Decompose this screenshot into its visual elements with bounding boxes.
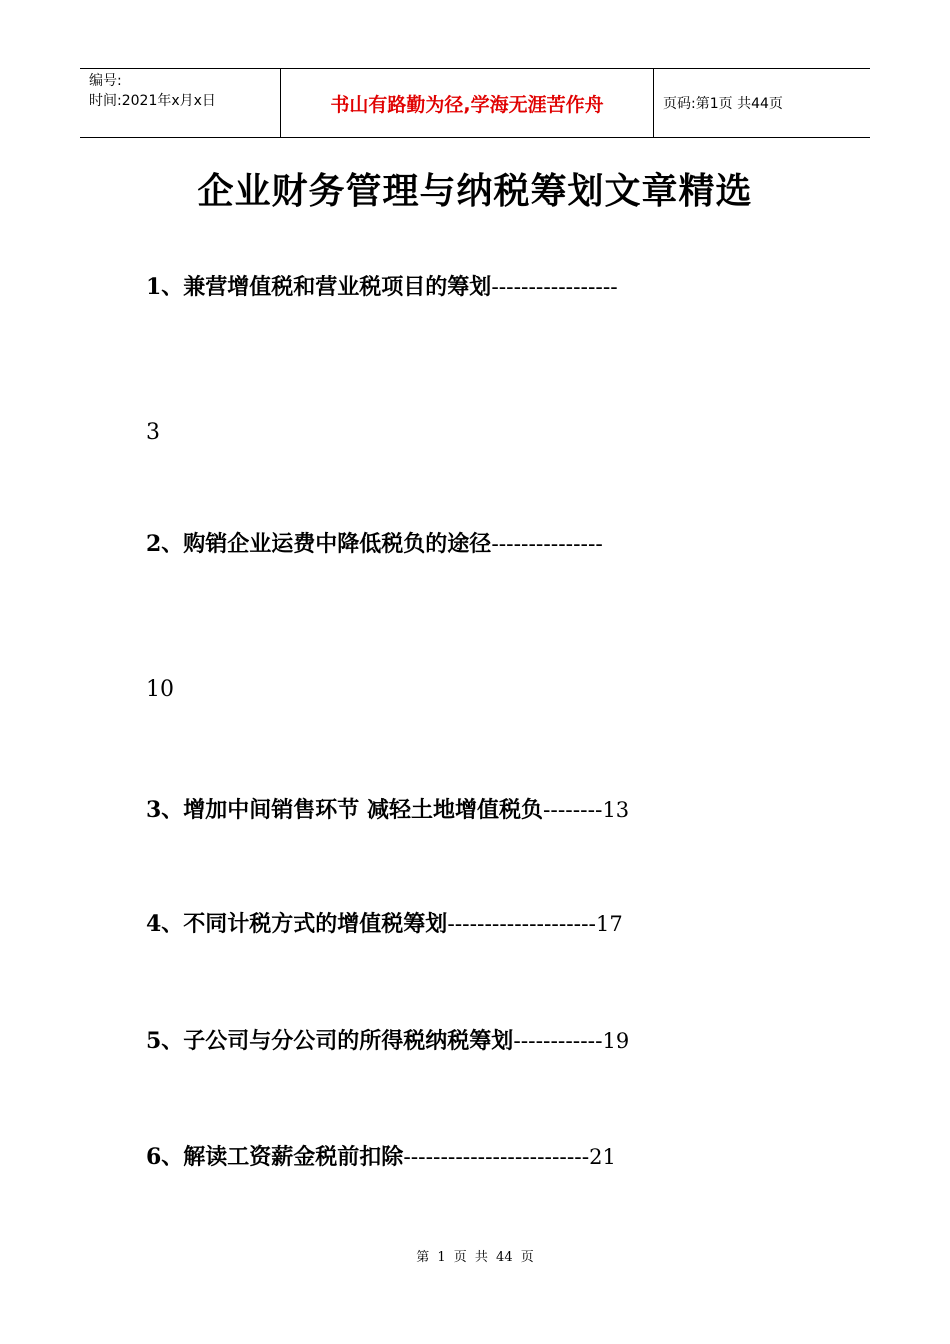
toc-entry-title: 1、兼营增值税和营业税项目的筹划 [146,274,492,300]
page-info: 页码:第1页 共44页 [663,96,783,112]
toc-entry-1[interactable] [146,270,618,301]
toc-entry-1-page: 3 [146,420,160,445]
toc-entry-6[interactable] [146,1140,616,1171]
toc-entry-2-page: 10 [146,677,174,702]
toc-entry-title: 2、购销企业运费中降低税负的途径 [146,531,492,557]
toc-page-number: 17 [595,912,623,936]
toc-entry-title: 5、子公司与分公司的所得税纳税筹划 [146,1028,514,1054]
toc-entry-3[interactable] [146,793,629,824]
toc-entry-title: 6、解读工资薪金税前扣除 [146,1144,404,1170]
toc-entry-4[interactable] [146,907,623,938]
toc-page-number: 19 [602,1029,630,1053]
toc-entry-title: 3、增加中间销售环节 减轻土地增值税负 [146,797,543,823]
header-motto-cell [281,69,654,137]
toc-leader: -------- [542,798,603,823]
toc-entry-5[interactable] [146,1024,629,1055]
toc-page-number: 13 [602,798,630,822]
motto-text: 书山有路勤为径,学海无涯苦作舟 [330,93,604,116]
header-page-cell [654,69,870,137]
header-info-cell [80,69,281,137]
toc-leader: ----------------- [491,275,618,300]
header-table [80,68,870,138]
toc-entry-title: 4、不同计税方式的增值税筹划 [146,911,448,937]
page-footer: 第 1 页 共 44 页 [416,1250,534,1265]
toc-leader: --------------- [491,532,603,557]
toc-entry-2[interactable] [146,527,603,558]
document-title: 企业财务管理与纳税筹划文章精选 [197,170,753,212]
toc-leader: ------------------------- [403,1145,590,1170]
document-time-label: 时间:2021年x月x日 [89,93,216,109]
toc-leader: ------------ [513,1029,603,1054]
document-number-label: 编号: [89,73,122,89]
toc-page-number: 21 [589,1145,616,1169]
toc-leader: -------------------- [447,912,596,937]
